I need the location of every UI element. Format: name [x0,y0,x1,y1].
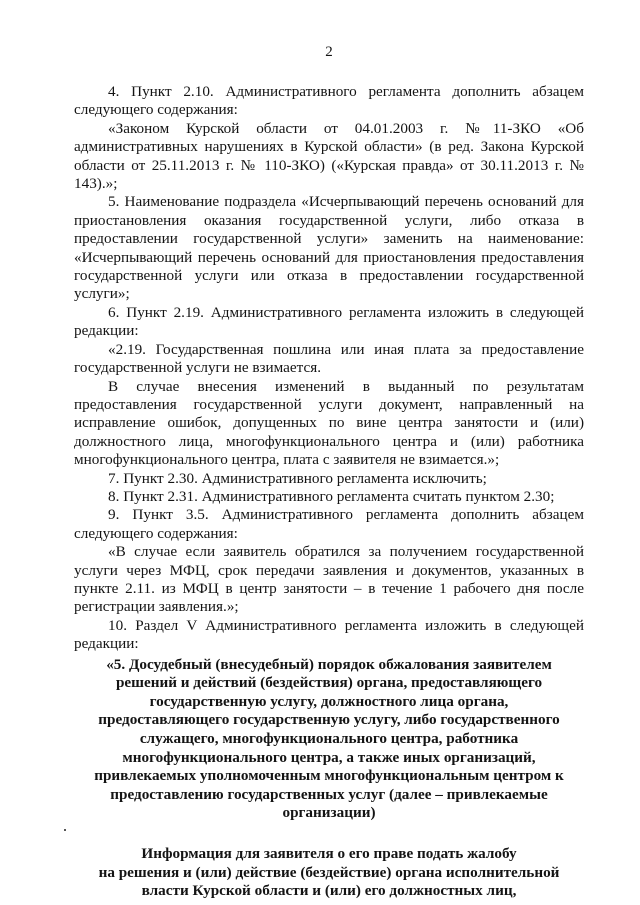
section-heading-line: государственную услугу, должностного лица органа, [149,692,509,710]
info-heading-line: на решения и (или) действие (бездействие) органа исполнительной [98,863,560,881]
paragraph-item-6: 6. Пункт 2.19. Административного регламента изложить в следующей редакции: [74,303,584,340]
info-heading-line: власти Курской области и (или) его должностных лиц, [141,882,517,900]
paragraph-item-9: 9. Пункт 3.5. Административного регламента дополнить абзацем следующего содержания: [74,506,584,542]
section-heading-line: служащего, многофункционального центра, работника [139,729,519,747]
section-heading-line: «5. Досудебный (внесудебный) порядок обжалования заявителем [106,655,552,673]
paragraph-item-10: 10. Раздел V Административного регламента изложить в следующей редакции: [74,616,584,653]
section-heading-line: организации) [282,804,376,822]
section-heading [74,656,584,823]
scan-speck [64,829,66,831]
section-heading-line: предоставлению государственных услуг (далее – привлекаемые [110,785,548,803]
section-heading-line: многофункционального центра, а также иных организаций, [122,748,536,766]
quote-mfc-transfer: «В случае если заявитель обратился за получением государственной услуги через МФЦ, срок передачи заявления и документов, указанных в пункте 2.11. из МФЦ в центр занятости – в течение 1 рабочего дня после регистрации заявления.»; [74,543,584,616]
info-heading [74,845,584,901]
paragraph-fee-exemption: В случае внесения изменений в выданный по результатам предоставления государственной услуги документ, направленный на исправление ошибок, допущенных по вине центра занятости и (или) должностного лица, многофункционального центра и (или) работника многофункционального центра, плата с заявителя не взимается.»; [74,377,584,469]
quote-law-reference: «Законом Курской области от 04.01.2003 г. №11-ЗКО «Об административных нарушениях в Курской области» (в ред. Закона Курской области от 25.11.2013 г. № 110-ЗКО) («Курская правда» от 30.11.2013 г. № 143).»; [74,119,584,193]
paragraph-item-7: 7. Пункт 2.30. Административного регламента исключить; [108,469,487,487]
paragraph-item-4: 4. Пункт 2.10. Административного регламента дополнить абзацем следующего содержания: [74,83,584,119]
info-heading-line: Информация для заявителя о его праве подать жалобу [141,844,517,862]
quote-clause-2-19: «2.19. Государственная пошлина или иная плата за предоставление государственной услуги не взимается. [74,340,584,377]
paragraph-item-5: 5. Наименование подраздела «Исчерпывающий перечень оснований для приостановления оказания государственной услуги, либо отказа в предоставлении государственной услуги» заменить на наименование: «Исчерпывающий перечень оснований для приостановления предоставления государственной услуги или отказа в предоставлении государственной услуги»; [74,193,584,303]
section-heading-line: предоставляющего государственную услугу, либо государственного [98,711,560,729]
paragraph-item-8: 8. Пункт 2.31. Административного регламента считать пунктом 2.30; [108,487,555,505]
section-heading-line: решений и действий (бездействия) органа, предоставляющего [115,674,543,692]
section-heading-line: привлекаемых уполномоченным многофункциональным центром к [94,767,564,785]
page-number: 2 [325,44,333,60]
